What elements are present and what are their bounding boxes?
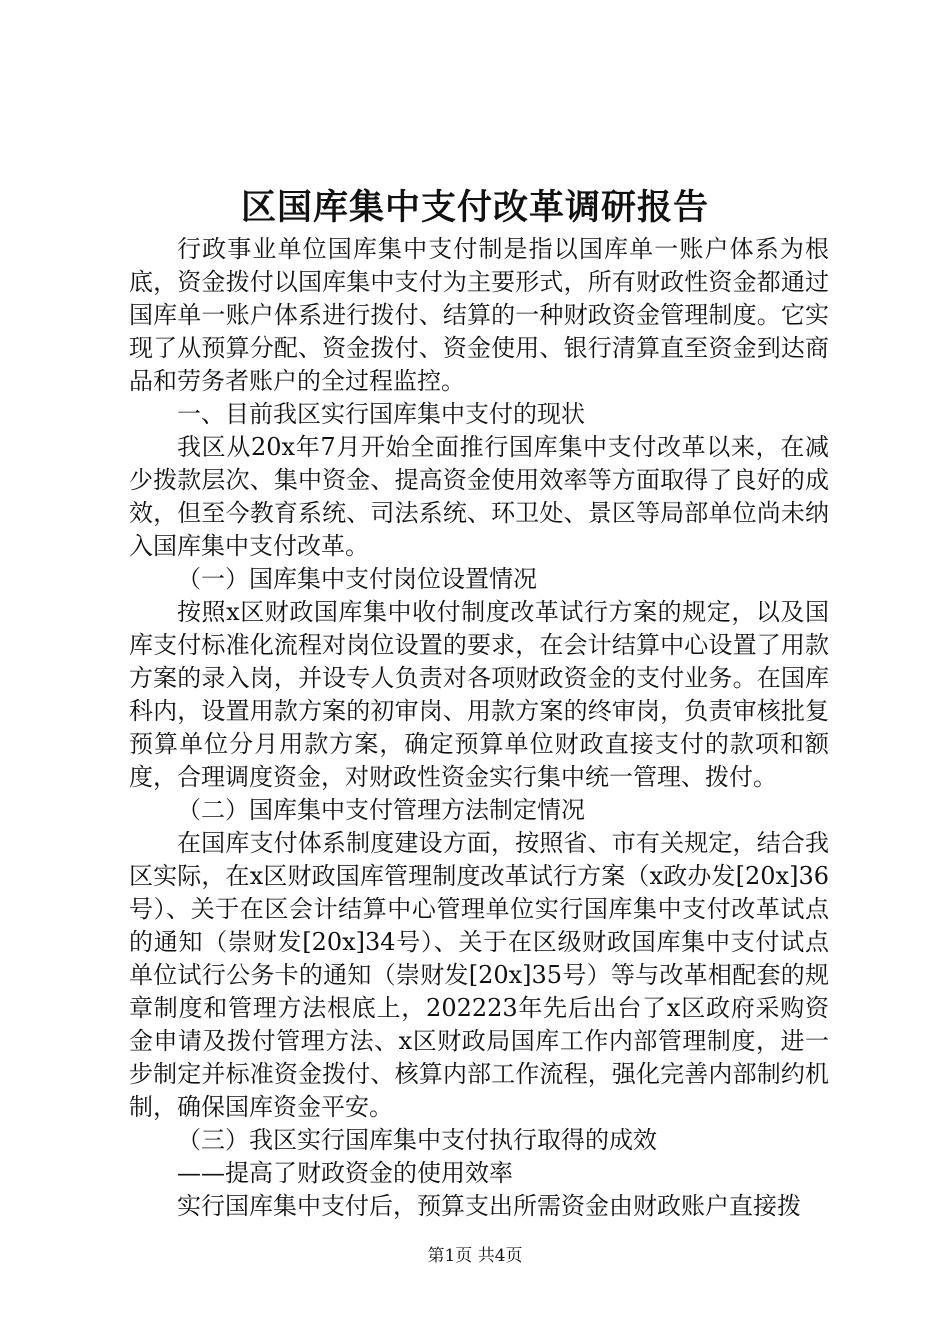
document-title: 区国库集中支付改革调研报告: [240, 188, 709, 228]
subsection-heading-1: （一）国库集中支付岗位设置情况: [177, 565, 537, 593]
paragraph-status: 我区从20x年7月开始全面推行国库集中支付改革以来，在减少拨款层次、集中资金、提高资金使用效率等方面取得了良好的成效，但至今教育系统、司法系统、环卫处、景区等局部单位尚未纳入国库集中支付改革。: [129, 433, 829, 560]
document-body: [129, 233, 829, 1223]
point-heading-1: ——提高了财政资金的使用效率: [177, 1159, 513, 1187]
paragraph-efficiency: 实行国库集中支付后，预算支出所需资金由财政账户直接拨: [177, 1192, 801, 1220]
paragraph-positions: 按照x区财政国库集中收付制度改革试行方案的规定，以及国库支付标准化流程对岗位设置的要求，在会计结算中心设置了用款方案的录入岗，并设专人负责对各项财政资金的支付业务。在国库科内，设置用款方案的初审岗、用款方案的终审岗，负责审核批复预算单位分月用款方案，确定预算单位财政直接支付的款项和额度，合理调度资金，对财政性资金实行集中统一管理、拨付。: [129, 598, 829, 791]
section-heading-1: 一、目前我区实行国库集中支付的现状: [177, 400, 585, 428]
page-footer: 第1页 共4页: [427, 1246, 523, 1266]
subsection-heading-2: （二）国库集中支付管理方法制定情况: [177, 796, 585, 824]
paragraph-intro: 行政事业单位国库集中支付制是指以国库单一账户体系为根底，资金拨付以国库集中支付为主要形式，所有财政性资金都通过国库单一账户体系进行拨付、结算的一种财政资金管理制度。它实现了从预算分配、资金拨付、资金使用、银行清算直至资金到达商品和劳务者账户的全过程监控。: [129, 235, 829, 395]
subsection-heading-3: （三）我区实行国库集中支付执行取得的成效: [177, 1126, 657, 1154]
paragraph-methods: 在国库支付体系制度建设方面，按照省、市有关规定，结合我区实际，在x区财政国库管理制度改革试行方案（x政办发[20x]36号）、关于在区会计结算中心管理单位实行国库集中支付改革试点的通知（崇财发[20x]34号）、关于在区级财政国库集中支付试点单位试行公务卡的通知（崇财发[20x]35号）等与改革相配套的规章制度和管理方法根底上，202223年先后出台了x区政府采购资金申请及拨付管理方法、x区财政局国库工作内部管理制度，进一步制定并标准资金拨付、核算内部工作流程，强化完善内部制约机制，确保国库资金平安。: [129, 829, 829, 1121]
